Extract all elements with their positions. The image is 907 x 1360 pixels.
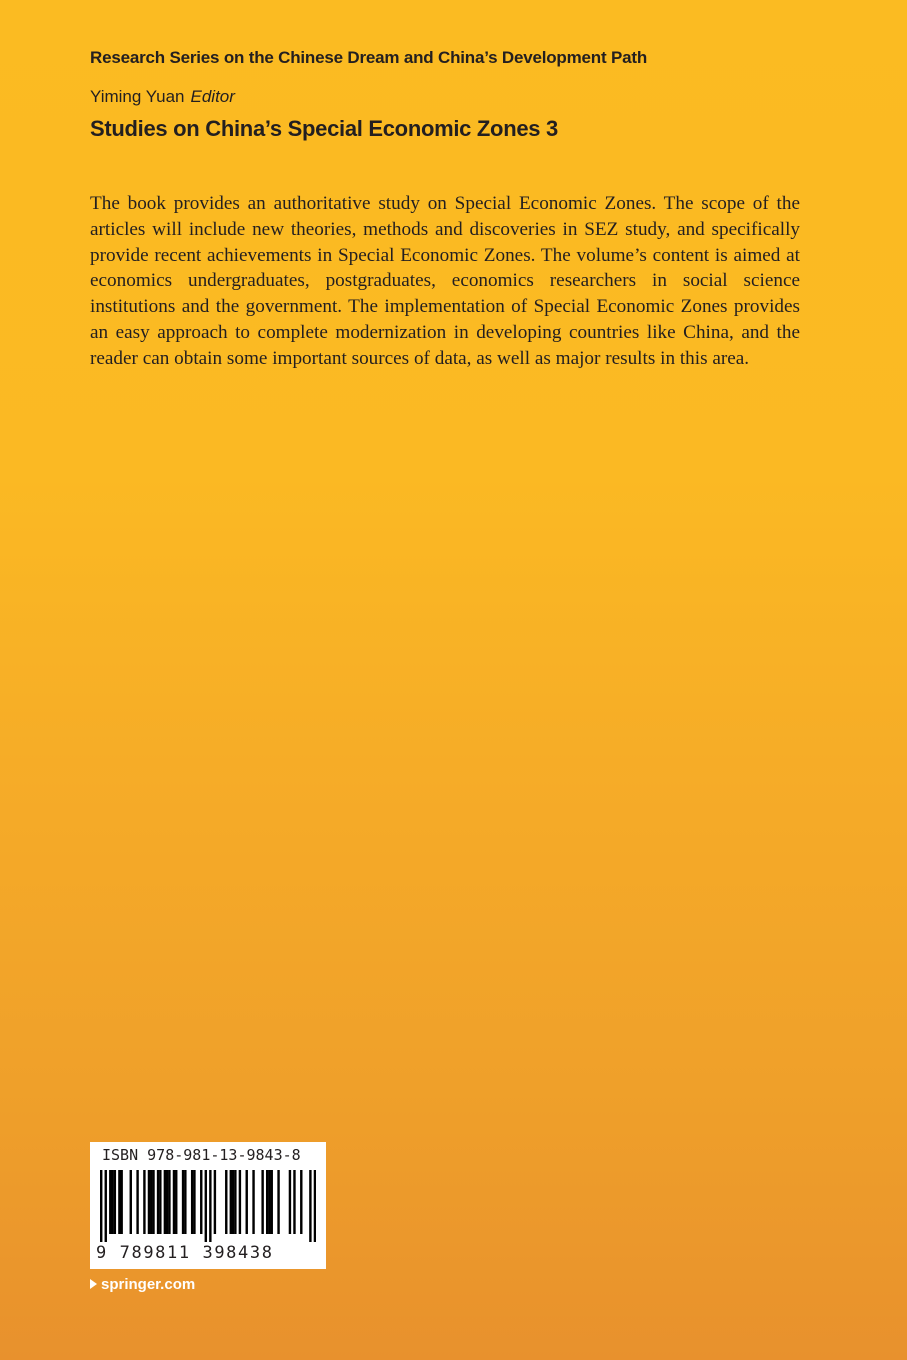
barcode-bar	[200, 1170, 202, 1234]
book-title: Studies on China’s Special Economic Zones 3	[90, 116, 558, 141]
barcode-bar	[300, 1170, 302, 1234]
barcode-bar	[214, 1170, 216, 1234]
barcode-bar	[230, 1170, 232, 1234]
barcode-bar	[164, 1170, 166, 1234]
barcode-bar	[157, 1170, 159, 1234]
publisher-url-text: springer.com	[101, 1276, 196, 1293]
barcode-bar	[266, 1170, 268, 1234]
barcode-bar	[105, 1170, 107, 1242]
barcode-bar	[277, 1170, 279, 1234]
barcode-bar	[271, 1170, 273, 1234]
barcode-bar	[100, 1170, 102, 1242]
barcode-bar	[136, 1170, 138, 1234]
barcode-bar	[225, 1170, 227, 1234]
barcode-bar	[314, 1170, 316, 1242]
barcode-bar	[182, 1170, 184, 1234]
series-title: Research Series on the Chinese Dream and China’s Development Path	[90, 48, 647, 67]
barcode-bar	[184, 1170, 186, 1234]
barcode-bar	[205, 1170, 207, 1242]
barcode-bar	[209, 1170, 211, 1242]
arrow-right-icon	[90, 1279, 97, 1289]
barcode-bars	[100, 1170, 316, 1242]
barcode-bar	[109, 1170, 111, 1234]
barcode-bar	[252, 1170, 254, 1234]
barcode-bar	[289, 1170, 291, 1234]
barcode-bar	[239, 1170, 241, 1234]
barcode-bar	[130, 1170, 132, 1234]
publisher-url[interactable]	[90, 1276, 195, 1293]
barcode-bar	[118, 1170, 120, 1234]
barcode-bar	[159, 1170, 161, 1234]
barcode-bar	[293, 1170, 295, 1234]
barcode-bar	[111, 1170, 113, 1234]
editor-role: Editor	[190, 87, 235, 106]
barcode-bar	[150, 1170, 152, 1234]
barcode-bar	[268, 1170, 270, 1234]
book-description: The book provides an authoritative study on Special Economic Zones. The scope of the articles will include new theories, methods and discoveries in SEZ study, and specifically provide recent achievements in Special Economic Zones. The volume’s content is aimed at economics undergraduates, postgraduates, economics researchers in social science institutions and the government. The implementation of Special Economic Zones provides an easy approach to complete modernization in developing countries like China, and the reader can obtain some important sources of data, as well as major results in this area.	[90, 193, 800, 369]
isbn-label: ISBN 978-981-13-9843-8	[102, 1146, 301, 1164]
barcode-bar	[173, 1170, 175, 1234]
barcode-bar	[166, 1170, 168, 1234]
barcode-bar	[191, 1170, 193, 1234]
barcode-bar	[175, 1170, 177, 1234]
barcode-bar	[168, 1170, 170, 1234]
barcode-bar	[193, 1170, 195, 1234]
barcode-bar	[120, 1170, 122, 1234]
barcode-bar	[232, 1170, 234, 1234]
barcode-bar	[152, 1170, 154, 1234]
barcode-bar	[246, 1170, 248, 1234]
barcode-bar	[261, 1170, 263, 1234]
barcode-digits: 9 789811 398438	[96, 1243, 274, 1263]
isbn-barcode	[90, 1142, 326, 1269]
barcode-bar	[234, 1170, 236, 1234]
editor-name: Yiming Yuan	[90, 87, 185, 106]
barcode-bar	[114, 1170, 116, 1234]
barcode-bar	[309, 1170, 311, 1242]
barcode-bar	[143, 1170, 145, 1234]
barcode-bar	[148, 1170, 150, 1234]
editor-line	[90, 87, 235, 107]
